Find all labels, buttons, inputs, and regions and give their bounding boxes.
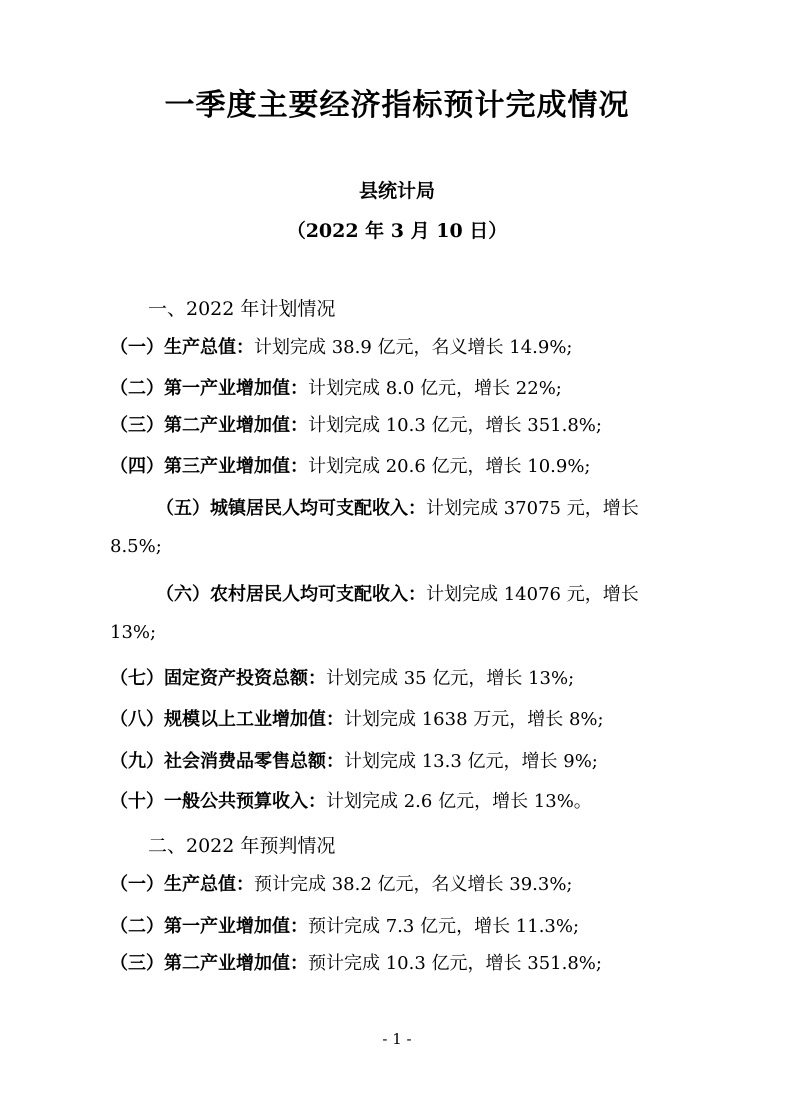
item-label: （二）第一产业增加值： bbox=[110, 916, 308, 937]
item-label: （二）第一产业增加值： bbox=[110, 378, 308, 399]
item-text: 计划完成 37075 元，增长 8.5%; bbox=[110, 498, 639, 557]
item-label: （五）城镇居民人均可支配收入： bbox=[156, 498, 426, 519]
plan-item-9 bbox=[110, 743, 690, 781]
item-label: （九）社会消费品零售总额： bbox=[110, 751, 344, 772]
plan-item-5 bbox=[110, 490, 690, 566]
plan-item-2 bbox=[110, 370, 690, 408]
item-text: 预计完成 7.3 亿元，增长 11.3%; bbox=[308, 916, 580, 937]
plan-item-8 bbox=[110, 701, 690, 739]
forecast-item-3 bbox=[110, 945, 690, 983]
plan-item-10 bbox=[110, 783, 690, 821]
section-heading-forecast: 二、2022 年预判情况 bbox=[148, 835, 336, 857]
item-label: （一）生产总值： bbox=[110, 874, 254, 895]
item-label: （八）规模以上工业增加值： bbox=[110, 709, 344, 730]
plan-item-3 bbox=[110, 407, 690, 445]
forecast-item-1 bbox=[110, 866, 690, 904]
item-text: 计划完成 20.6 亿元，增长 10.9%; bbox=[308, 456, 591, 477]
item-label: （十）一般公共预算收入： bbox=[110, 791, 326, 812]
item-label: （四）第三产业增加值： bbox=[110, 456, 308, 477]
item-label: （七）固定资产投资总额： bbox=[110, 668, 326, 689]
item-text: 计划完成 8.0 亿元，增长 22%; bbox=[308, 378, 562, 399]
forecast-item-2 bbox=[110, 908, 690, 946]
item-text: 计划完成 14076 元，增长 13%; bbox=[110, 584, 639, 643]
item-text: 预计完成 10.3 亿元，增长 351.8%; bbox=[308, 953, 602, 974]
item-text: 计划完成 1638 万元，增长 8%; bbox=[344, 709, 604, 730]
item-label: （一）生产总值： bbox=[110, 337, 254, 358]
plan-item-1 bbox=[110, 329, 690, 367]
plan-item-6 bbox=[110, 576, 690, 652]
plan-item-4 bbox=[110, 448, 690, 486]
item-label: （三）第二产业增加值： bbox=[110, 415, 308, 436]
document-title: 一季度主要经济指标预计完成情况 bbox=[164, 88, 630, 123]
plan-item-7 bbox=[110, 660, 690, 698]
section-heading-plan: 一、2022 年计划情况 bbox=[148, 298, 336, 320]
item-label: （六）农村居民人均可支配收入： bbox=[156, 584, 426, 605]
document-author: 县统计局 bbox=[358, 180, 435, 202]
item-text: 计划完成 10.3 亿元，增长 351.8%; bbox=[308, 415, 602, 436]
item-text: 计划完成 35 亿元，增长 13%; bbox=[326, 668, 575, 689]
item-text: 预计完成 38.2 亿元，名义增长 39.3%; bbox=[254, 874, 573, 895]
item-text: 计划完成 38.9 亿元，名义增长 14.9%; bbox=[254, 337, 573, 358]
item-text: 计划完成 13.3 亿元，增长 9%; bbox=[344, 751, 598, 772]
item-label: （三）第二产业增加值： bbox=[110, 953, 308, 974]
page-number: - 1 - bbox=[382, 1030, 412, 1048]
item-text: 计划完成 2.6 亿元，增长 13%。 bbox=[326, 791, 592, 812]
document-date: （2022 年 3 月 10 日） bbox=[286, 220, 508, 242]
